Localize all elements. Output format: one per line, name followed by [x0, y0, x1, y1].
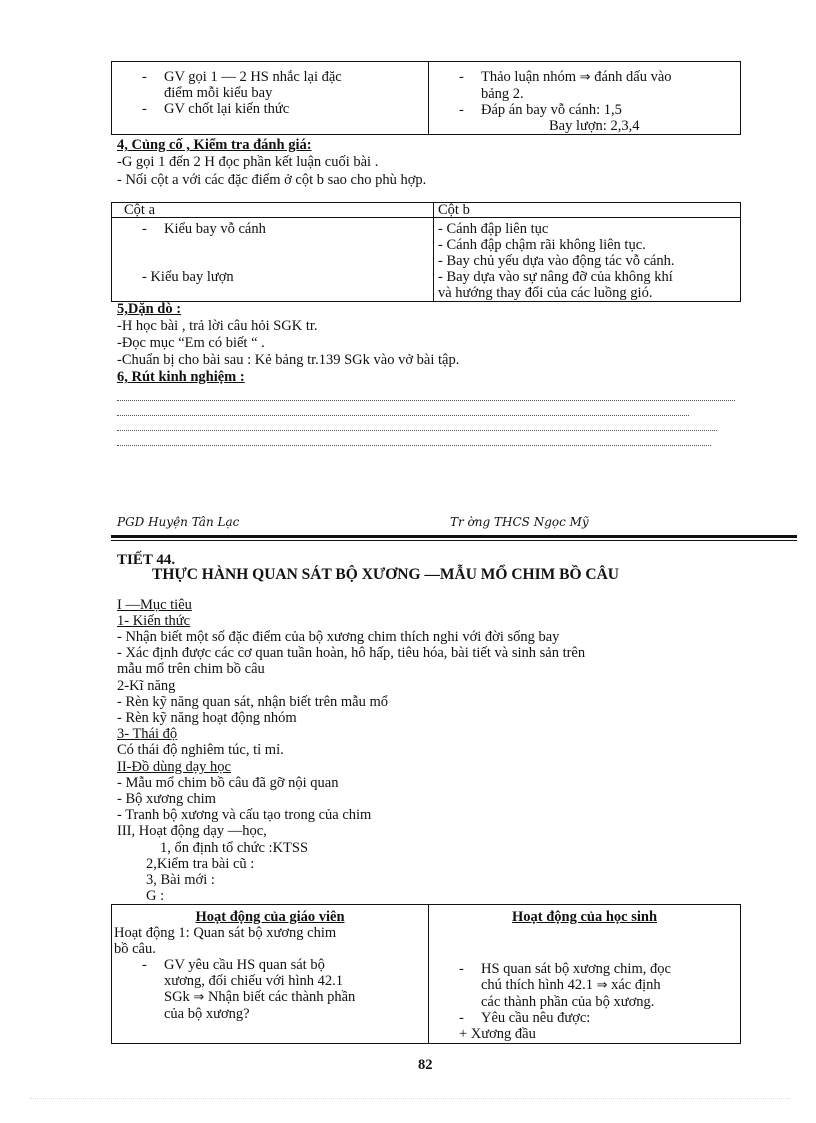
top-right-line-3: Đáp án bay vỗ cánh: 1,5 [481, 102, 622, 118]
match-a-2: - Kiểu bay lượn [142, 269, 234, 285]
activities-title: III, Hoạt động dạy —học, [117, 823, 267, 839]
teacher-line-2: bồ câu. [114, 941, 156, 957]
page-number: 82 [418, 1057, 433, 1073]
section4-title: 4, Củng cố , Kiểm tra đánh giá: [117, 137, 312, 153]
student-line-4: các thành phần của bộ xương. [481, 994, 655, 1010]
section5-line-3: -Chuẩn bị cho bài sau : Kẻ bảng tr.139 SGk vào vở bài tập. [117, 352, 460, 368]
top-right-line-1: Thảo luận nhóm [481, 69, 577, 85]
student-header: Hoạt động của học sinh [511, 909, 658, 925]
knowledge-line-3: mẫu mổ trên chim bồ câu [117, 661, 265, 677]
section5-line-1: -H học bài , trả lời câu hỏi SGK tr. [117, 318, 318, 334]
teacher-line-7: của bộ xương? [164, 1006, 250, 1022]
activities-step-3: 3, Bài mới : [146, 872, 215, 888]
section5-title: 5,Dặn dò : [117, 301, 182, 317]
match-table [111, 202, 741, 302]
materials-title: II-Đồ dùng dạy học [117, 759, 231, 775]
student-line-3: xác định [611, 977, 661, 993]
lesson-number: TIẾT 44. [117, 552, 176, 568]
top-table-left-cell: - GV gọi 1 — 2 HS nhắc lại đặc điểm mỗi kiểu bay - GV chốt lại kiến thức [112, 62, 429, 135]
match-b-2: - Cánh đập chậm rãi không liên tục. [438, 237, 646, 253]
teacher-line-6: Nhận biết các thành phần [207, 989, 356, 1005]
materials-line-1: - Mẫu mổ chim bồ câu đã gỡ nội quan [117, 775, 339, 791]
knowledge-line-2: - Xác định được các cơ quan tuần hoàn, hô hấp, tiêu hóa, bài tiết và sinh sản trên [117, 645, 586, 661]
top-left-line-1: GV gọi 1 — 2 HS nhắc lại đặc [164, 69, 342, 85]
section5-line-2: -Đọc mục “Em có biết “ . [117, 335, 265, 351]
top-right-line-2: bảng 2. [481, 86, 524, 102]
knowledge-line-1: - Nhận biết một số đặc điểm của bộ xương chim thích nghi với đời sống bay [117, 629, 560, 645]
teacher-column: Hoạt động của giáo viên Hoạt động 1: Quan sát bộ xương chim bồ câu. - GV yêu cầu HS quan sát bộ xương, đối chiếu với hình 42.1 SGk ⇒ Nhận biết các thành phần của bộ xương? [112, 905, 429, 1044]
match-b-1: - Cánh đập liên tục [438, 221, 549, 237]
footer-dotted-line [30, 1098, 790, 1099]
top-table [111, 61, 741, 135]
materials-line-3: - Tranh bộ xương và cấu tạo trong của chim [117, 807, 372, 823]
match-header-b: Cột b [434, 203, 741, 218]
knowledge-title: 1- Kiến thức [117, 613, 191, 629]
header-right: Tr ờng THCS Ngọc Mỹ [450, 515, 589, 529]
objectives-title: I —Mục tiêu [117, 597, 192, 613]
teacher-line-4: xương, đối chiếu với hình 42.1 [164, 973, 344, 989]
notes-dotted-lines [117, 392, 737, 446]
match-a-1: Kiểu bay vỗ cánh [164, 221, 266, 237]
skills-line-1: - Rèn kỹ năng quan sát, nhận biết trên mẫu mổ [117, 694, 389, 710]
student-line-6: + Xương đầu [459, 1026, 536, 1042]
section4-line-2: - Nối cột a với các đặc điểm ở cột b sao cho phù hợp. [117, 172, 427, 188]
match-col-a: - Kiểu bay vỗ cánh - Kiểu bay lượn [112, 218, 434, 302]
match-b-5: và hướng thay đổi của các luồng gió. [438, 285, 653, 301]
header-rule [111, 535, 797, 541]
top-right-line-4: Bay lượn: 2,3,4 [549, 118, 640, 134]
match-b-3: - Bay chủ yếu dựa vào động tác vỗ cánh. [438, 253, 675, 269]
attitude-title: 3- Thái độ [117, 726, 178, 742]
teacher-line-5: SGk [164, 989, 190, 1005]
top-table-right-cell: - Thảo luận nhóm ⇒ đánh dấu vào bảng 2. - Đáp án bay vỗ cánh: 1,5 Bay lượn: 2,3,4 [429, 62, 741, 135]
header-left: PGD Huyện Tân Lạc [117, 515, 240, 529]
teacher-line-1: Hoạt động 1: Quan sát bộ xương chim [114, 925, 337, 941]
section6-title: 6, Rút kinh nghiệm : [117, 369, 245, 385]
skills-title: 2-Kĩ năng [117, 678, 176, 694]
student-line-1: HS quan sát bộ xương chim, đọc [481, 961, 671, 977]
match-header-a: Cột a [112, 203, 434, 218]
activities-step-1: 1, ổn định tổ chức :KTSS [160, 840, 309, 856]
teacher-header: Hoạt động của giáo viên [195, 909, 345, 925]
section4-line-1: -G gọi 1 đến 2 H đọc phần kết luận cuối bài . [117, 154, 379, 170]
lesson-title: THỰC HÀNH QUAN SÁT BỘ XƯƠNG —MẪU MỔ CHIM BỒ CÂU [152, 566, 620, 583]
arrow-right-icon: ⇒ [596, 978, 608, 993]
skills-line-2: - Rèn kỹ năng hoạt động nhóm [117, 710, 297, 726]
top-right-line-1b: đánh dấu vào [594, 69, 672, 85]
attitude-line: Có thái độ nghiêm túc, tỉ mỉ. [117, 742, 284, 758]
top-left-line-2: điểm mỗi kiểu bay [164, 85, 273, 101]
teacher-line-3: GV yêu cầu HS quan sát bộ [164, 957, 325, 973]
arrow-right-icon: ⇒ [579, 70, 591, 85]
match-b-4: - Bay dựa vào sự nâng đỡ của không khí [438, 269, 673, 285]
activities-table [111, 904, 741, 1044]
student-column: Hoạt động của học sinh - HS quan sát bộ xương chim, đọc chú thích hình 42.1 ⇒ xác định các thành phần của bộ xương. - Yêu cầu nêu được: + Xương đầu [429, 905, 741, 1044]
student-line-5: Yêu cầu nêu được: [481, 1010, 591, 1026]
activities-step-2: 2,Kiểm tra bài cũ : [146, 856, 255, 872]
student-line-2: chú thích hình 42.1 [481, 977, 593, 993]
arrow-right-icon: ⇒ [193, 990, 205, 1005]
activities-step-4: G : [146, 888, 165, 904]
match-col-b [434, 218, 741, 302]
top-left-line-3: GV chốt lại kiến thức [164, 101, 290, 117]
materials-line-2: - Bộ xương chim [117, 791, 216, 807]
